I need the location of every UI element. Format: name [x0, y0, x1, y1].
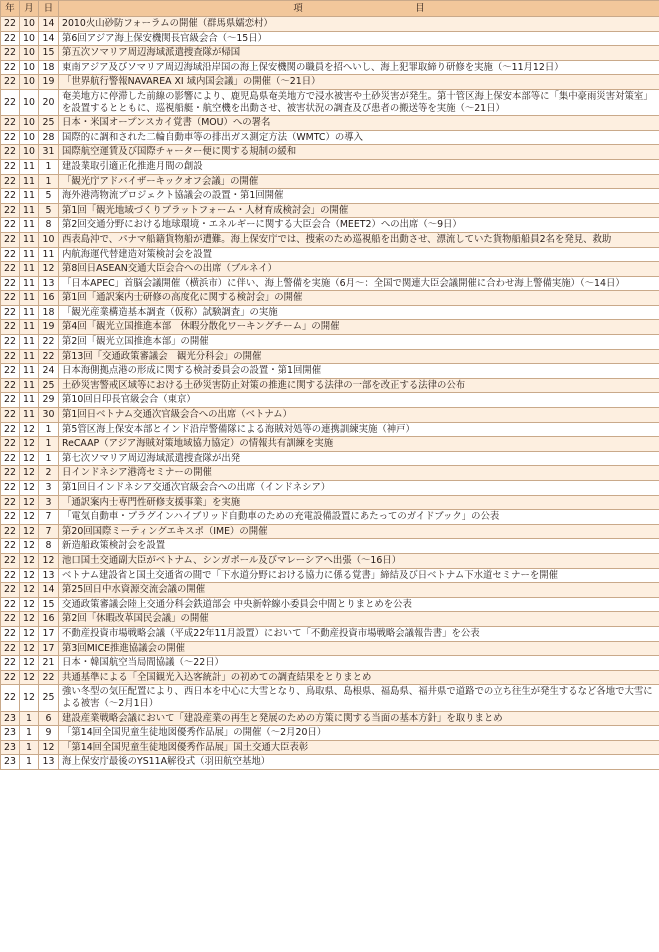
item-cell: 内航海運代替建造対策検討会を設置	[59, 247, 659, 262]
item-cell: 強い冬型の気圧配置により、西日本を中心に大雪となり、鳥取県、島根県、福島県、福井県で道路での立ち往生が発生するなど各地で大雪による被害（〜2月1日）	[59, 685, 659, 711]
item-cell: 池口国土交通副大臣がベトナム、シンガポール及びマレーシアへ出張（〜16日）	[59, 553, 659, 568]
item-cell: 西表島沖で、パナマ船籍貨物船が遭難。海上保安庁では、捜索のため巡視船を出動させ、漂流していた貨物船船員2名を発見、救助	[59, 232, 659, 247]
month-cell: 12	[20, 481, 39, 496]
day-cell: 1	[39, 437, 59, 452]
year-cell: 22	[1, 583, 20, 598]
year-cell: 22	[1, 437, 20, 452]
item-cell: 日インドネシア港湾セミナーの開催	[59, 466, 659, 481]
day-cell: 13	[39, 276, 59, 291]
table-row	[1, 422, 659, 437]
month-cell: 11	[20, 247, 39, 262]
day-cell: 6	[39, 711, 59, 726]
table-row	[1, 553, 659, 568]
year-cell: 22	[1, 89, 20, 115]
year-cell: 22	[1, 539, 20, 554]
table-body	[1, 17, 659, 770]
month-cell: 10	[20, 116, 39, 131]
item-cell: 第1回「観光地域づくりプラットフォーム・人材育成検討会」の開催	[59, 203, 659, 218]
item-cell: 第8回日ASEAN交通大臣会合への出席（ブルネイ）	[59, 262, 659, 277]
item-cell: 「日本APEC」首脳会議開催（横浜市）に伴い、海上警備を実施（6月〜：全国で関連大臣会議開催に合わせ海上警備実施）（〜14日）	[59, 276, 659, 291]
day-cell: 10	[39, 232, 59, 247]
day-cell: 14	[39, 17, 59, 32]
day-cell: 7	[39, 510, 59, 525]
month-cell: 12	[20, 451, 39, 466]
item-cell: 国際航空運賃及び国際チャーター便に関する規制の緩和	[59, 145, 659, 160]
item-cell: 不動産投資市場戦略会議（平成22年11月設置）において「不動産投資市場戦略会議報告書」を公表	[59, 626, 659, 641]
month-cell: 10	[20, 75, 39, 90]
month-cell: 12	[20, 583, 39, 598]
table-row	[1, 276, 659, 291]
day-cell: 5	[39, 203, 59, 218]
day-cell: 22	[39, 670, 59, 685]
item-cell: 第七次ソマリア周辺海域派遣捜査隊が出発	[59, 451, 659, 466]
item-cell: 第6回アジア海上保安機関長官級会合（〜15日）	[59, 31, 659, 46]
day-cell: 12	[39, 262, 59, 277]
month-cell: 12	[20, 495, 39, 510]
month-cell: 12	[20, 524, 39, 539]
table-row	[1, 755, 659, 770]
item-cell: 「観光庁アドバイザーキックオフ会議」の開催	[59, 174, 659, 189]
day-cell: 25	[39, 378, 59, 393]
table-row	[1, 89, 659, 115]
day-cell: 25	[39, 116, 59, 131]
day-cell: 3	[39, 481, 59, 496]
year-cell: 22	[1, 422, 20, 437]
day-cell: 17	[39, 626, 59, 641]
item-cell: ReCAAP（アジア海賊対策地域協力協定）の情報共有訓練を実施	[59, 437, 659, 452]
item-cell: 日本・韓国航空当局間協議（〜22日）	[59, 656, 659, 671]
month-cell: 12	[20, 670, 39, 685]
month-cell: 12	[20, 553, 39, 568]
day-cell: 3	[39, 495, 59, 510]
day-cell: 22	[39, 349, 59, 364]
day-cell: 18	[39, 60, 59, 75]
item-cell: 「電気自動車・プラグインハイブリッド自動車のための充電設備設置にあたってのガイドブック」の公表	[59, 510, 659, 525]
month-cell: 11	[20, 364, 39, 379]
table-row	[1, 378, 659, 393]
month-cell: 11	[20, 218, 39, 233]
day-cell: 13	[39, 755, 59, 770]
day-cell: 25	[39, 685, 59, 711]
day-cell: 16	[39, 291, 59, 306]
year-cell: 22	[1, 524, 20, 539]
item-cell: 第13回「交通政策審議会 観光分科会」の開催	[59, 349, 659, 364]
year-cell: 22	[1, 393, 20, 408]
month-cell: 12	[20, 656, 39, 671]
month-cell: 10	[20, 60, 39, 75]
table-row	[1, 364, 659, 379]
table-row	[1, 726, 659, 741]
day-cell: 19	[39, 320, 59, 335]
year-cell: 23	[1, 755, 20, 770]
day-cell: 1	[39, 159, 59, 174]
item-cell: 「第14回全国児童生徒地図優秀作品展」の開催（〜2月20日）	[59, 726, 659, 741]
item-cell: 第五次ソマリア周辺海域派遣捜査隊が帰国	[59, 46, 659, 61]
year-cell: 22	[1, 685, 20, 711]
table-row	[1, 626, 659, 641]
item-cell: 東南アジア及びソマリア周辺海域沿岸国の海上保安機関の職員を招へいし、海上犯罪取締り研修を実施（〜11月12日）	[59, 60, 659, 75]
day-cell: 21	[39, 656, 59, 671]
item-cell: 第2回交通分野における地球環境・エネルギーに関する大臣会合（MEET2）への出席（〜9日）	[59, 218, 659, 233]
day-cell: 13	[39, 568, 59, 583]
year-cell: 22	[1, 670, 20, 685]
table-row	[1, 335, 659, 350]
item-cell: 第1回「通訳案内士研修の高度化に関する検討会」の開催	[59, 291, 659, 306]
month-cell: 12	[20, 626, 39, 641]
item-cell: 日本・米国オープンスカイ覚書（MOU）への署名	[59, 116, 659, 131]
month-cell: 1	[20, 726, 39, 741]
item-cell: 第2回「休暇改革国民会議」の開催	[59, 612, 659, 627]
day-cell: 14	[39, 583, 59, 598]
day-cell: 15	[39, 46, 59, 61]
day-cell: 28	[39, 130, 59, 145]
table-row	[1, 159, 659, 174]
table-row	[1, 740, 659, 755]
month-cell: 10	[20, 130, 39, 145]
table-row	[1, 203, 659, 218]
table-row	[1, 524, 659, 539]
month-cell: 10	[20, 46, 39, 61]
year-cell: 22	[1, 656, 20, 671]
month-cell: 12	[20, 466, 39, 481]
year-cell: 22	[1, 364, 20, 379]
header-month: 月	[20, 1, 39, 17]
month-cell: 10	[20, 31, 39, 46]
table-row	[1, 31, 659, 46]
year-cell: 22	[1, 145, 20, 160]
table-row	[1, 189, 659, 204]
table-row	[1, 670, 659, 685]
day-cell: 22	[39, 335, 59, 350]
table-row	[1, 349, 659, 364]
table-row	[1, 641, 659, 656]
table-row	[1, 46, 659, 61]
table-row	[1, 583, 659, 598]
table-row	[1, 466, 659, 481]
table-row	[1, 612, 659, 627]
month-cell: 11	[20, 335, 39, 350]
year-cell: 22	[1, 174, 20, 189]
month-cell: 12	[20, 422, 39, 437]
year-cell: 22	[1, 349, 20, 364]
year-cell: 22	[1, 597, 20, 612]
year-cell: 22	[1, 60, 20, 75]
item-cell: 海上保安庁最後のYS11A解役式（羽田航空基地）	[59, 755, 659, 770]
item-cell: 日本海側拠点港の形成に関する検討委員会の設置・第1回開催	[59, 364, 659, 379]
table-header	[1, 1, 659, 17]
year-cell: 23	[1, 711, 20, 726]
table-row	[1, 685, 659, 711]
year-cell: 22	[1, 510, 20, 525]
year-cell: 22	[1, 203, 20, 218]
table-row	[1, 174, 659, 189]
year-cell: 22	[1, 408, 20, 423]
month-cell: 12	[20, 568, 39, 583]
day-cell: 2	[39, 466, 59, 481]
month-cell: 12	[20, 612, 39, 627]
year-cell: 22	[1, 291, 20, 306]
item-cell: 新造船政策検討会を設置	[59, 539, 659, 554]
year-cell: 23	[1, 726, 20, 741]
month-cell: 10	[20, 89, 39, 115]
month-cell: 12	[20, 685, 39, 711]
year-cell: 22	[1, 75, 20, 90]
item-cell: 海外港湾物流プロジェクト協議会の設置・第1回開催	[59, 189, 659, 204]
table-row	[1, 218, 659, 233]
year-cell: 22	[1, 31, 20, 46]
table-row	[1, 320, 659, 335]
year-cell: 22	[1, 159, 20, 174]
year-cell: 22	[1, 568, 20, 583]
month-cell: 11	[20, 320, 39, 335]
month-cell: 1	[20, 755, 39, 770]
month-cell: 12	[20, 437, 39, 452]
month-cell: 11	[20, 189, 39, 204]
table-row	[1, 116, 659, 131]
year-cell: 22	[1, 305, 20, 320]
day-cell: 14	[39, 31, 59, 46]
year-cell: 22	[1, 130, 20, 145]
day-cell: 1	[39, 174, 59, 189]
table-row	[1, 60, 659, 75]
day-cell: 29	[39, 393, 59, 408]
day-cell: 12	[39, 740, 59, 755]
day-cell: 20	[39, 89, 59, 115]
item-cell: 2010火山砂防フォーラムの開催（群馬県嬬恋村）	[59, 17, 659, 32]
item-cell: 建設産業戦略会議において「建設産業の再生と発展のための方策に関する当面の基本方針」を取りまとめ	[59, 711, 659, 726]
table-row	[1, 597, 659, 612]
header-day: 日	[39, 1, 59, 17]
year-cell: 22	[1, 218, 20, 233]
table-row	[1, 247, 659, 262]
item-cell: 建設業取引適正化推進月間の創設	[59, 159, 659, 174]
item-cell: 第10回日印長官級会合（東京）	[59, 393, 659, 408]
year-cell: 22	[1, 247, 20, 262]
table-row	[1, 711, 659, 726]
day-cell: 15	[39, 597, 59, 612]
month-cell: 11	[20, 159, 39, 174]
year-cell: 22	[1, 612, 20, 627]
month-cell: 11	[20, 203, 39, 218]
item-cell: 「通訳案内士専門性研修支援事業」を実施	[59, 495, 659, 510]
year-cell: 22	[1, 116, 20, 131]
month-cell: 1	[20, 711, 39, 726]
month-cell: 11	[20, 378, 39, 393]
table-row	[1, 262, 659, 277]
header-item: 項 目	[59, 1, 659, 17]
year-cell: 22	[1, 466, 20, 481]
day-cell: 12	[39, 553, 59, 568]
month-cell: 11	[20, 262, 39, 277]
day-cell: 1	[39, 451, 59, 466]
year-cell: 22	[1, 232, 20, 247]
day-cell: 18	[39, 305, 59, 320]
table-row	[1, 656, 659, 671]
item-cell: 土砂災害警戒区域等における土砂災害防止対策の推進に関する法律の一部を改正する法律の公布	[59, 378, 659, 393]
table-row	[1, 510, 659, 525]
item-cell: 第2回「観光立国推進本部」の開催	[59, 335, 659, 350]
header-year: 年	[1, 1, 20, 17]
day-cell: 5	[39, 189, 59, 204]
month-cell: 11	[20, 291, 39, 306]
month-cell: 11	[20, 408, 39, 423]
day-cell: 9	[39, 726, 59, 741]
header-row	[1, 1, 659, 17]
item-cell: 「観光産業構造基本調査（仮称）試験調査」の実施	[59, 305, 659, 320]
item-cell: 第1回日ベトナム交通次官級会合への出席（ベトナム）	[59, 408, 659, 423]
item-cell: 第25回日中水資源交流会議の開催	[59, 583, 659, 598]
item-cell: 第3回MICE推進協議会の開催	[59, 641, 659, 656]
month-cell: 10	[20, 17, 39, 32]
year-cell: 22	[1, 320, 20, 335]
table-row	[1, 437, 659, 452]
year-cell: 22	[1, 626, 20, 641]
year-cell: 22	[1, 378, 20, 393]
day-cell: 1	[39, 422, 59, 437]
year-cell: 22	[1, 641, 20, 656]
table-row	[1, 481, 659, 496]
table-row	[1, 393, 659, 408]
year-cell: 22	[1, 481, 20, 496]
table-row	[1, 408, 659, 423]
year-cell: 23	[1, 740, 20, 755]
item-cell: 交通政策審議会陸上交通分科会鉄道部会 中央新幹線小委員会中間とりまとめを公表	[59, 597, 659, 612]
day-cell: 30	[39, 408, 59, 423]
month-cell: 12	[20, 597, 39, 612]
day-cell: 31	[39, 145, 59, 160]
day-cell: 24	[39, 364, 59, 379]
month-cell: 11	[20, 305, 39, 320]
year-cell: 22	[1, 495, 20, 510]
year-cell: 22	[1, 276, 20, 291]
item-cell: 第4回「観光立国推進本部 休暇分散化ワーキングチーム」の開催	[59, 320, 659, 335]
table-row	[1, 291, 659, 306]
month-cell: 11	[20, 174, 39, 189]
month-cell: 12	[20, 539, 39, 554]
item-cell: 「世界航行警報NAVAREA XI 域内国会議」の開催（〜21日）	[59, 75, 659, 90]
month-cell: 10	[20, 145, 39, 160]
table-row	[1, 451, 659, 466]
year-cell: 22	[1, 46, 20, 61]
day-cell: 11	[39, 247, 59, 262]
item-cell: ベトナム建設省と国土交通省の間で「下水道分野における協力に係る覚書」締結及び日ベトナム下水道セミナーを開催	[59, 568, 659, 583]
day-cell: 8	[39, 218, 59, 233]
table-row	[1, 75, 659, 90]
table-row	[1, 495, 659, 510]
month-cell: 12	[20, 641, 39, 656]
day-cell: 17	[39, 641, 59, 656]
day-cell: 7	[39, 524, 59, 539]
item-cell: 「第14回全国児童生徒地図優秀作品展」国土交通大臣表彰	[59, 740, 659, 755]
month-cell: 11	[20, 393, 39, 408]
month-cell: 1	[20, 740, 39, 755]
table-row	[1, 305, 659, 320]
item-cell: 第20回国際ミーティングエキスポ（IME）の開催	[59, 524, 659, 539]
year-cell: 22	[1, 189, 20, 204]
table-row	[1, 130, 659, 145]
item-cell: 共通基準による「全国観光入込客統計」の初めての調査結果をとりまとめ	[59, 670, 659, 685]
item-cell: 国際的に調和された二輪自動車等の排出ガス測定方法（WMTC）の導入	[59, 130, 659, 145]
month-cell: 11	[20, 349, 39, 364]
year-cell: 22	[1, 335, 20, 350]
day-cell: 8	[39, 539, 59, 554]
item-cell: 奄美地方に停滞した前線の影響により、鹿児島県奄美地方で浸水被害や土砂災害が発生。第十管区海上保安本部等に「集中豪雨災害対策室」を設置するとともに、巡視船艇・航空機を出動させ、被害状況の調査及び患者の搬送等を実施（〜21日）	[59, 89, 659, 115]
year-cell: 22	[1, 17, 20, 32]
table-row	[1, 568, 659, 583]
month-cell: 11	[20, 276, 39, 291]
month-cell: 11	[20, 232, 39, 247]
day-cell: 16	[39, 612, 59, 627]
year-cell: 22	[1, 553, 20, 568]
table-row	[1, 539, 659, 554]
item-cell: 第1回日インドネシア交通次官級会合への出席（インドネシア）	[59, 481, 659, 496]
year-cell: 22	[1, 451, 20, 466]
item-cell: 第5管区海上保安本部とインド沿岸警備隊による海賊対処等の連携訓練実施（神戸）	[59, 422, 659, 437]
day-cell: 19	[39, 75, 59, 90]
table-row	[1, 232, 659, 247]
month-cell: 12	[20, 510, 39, 525]
table-row	[1, 17, 659, 32]
table-row	[1, 145, 659, 160]
year-cell: 22	[1, 262, 20, 277]
